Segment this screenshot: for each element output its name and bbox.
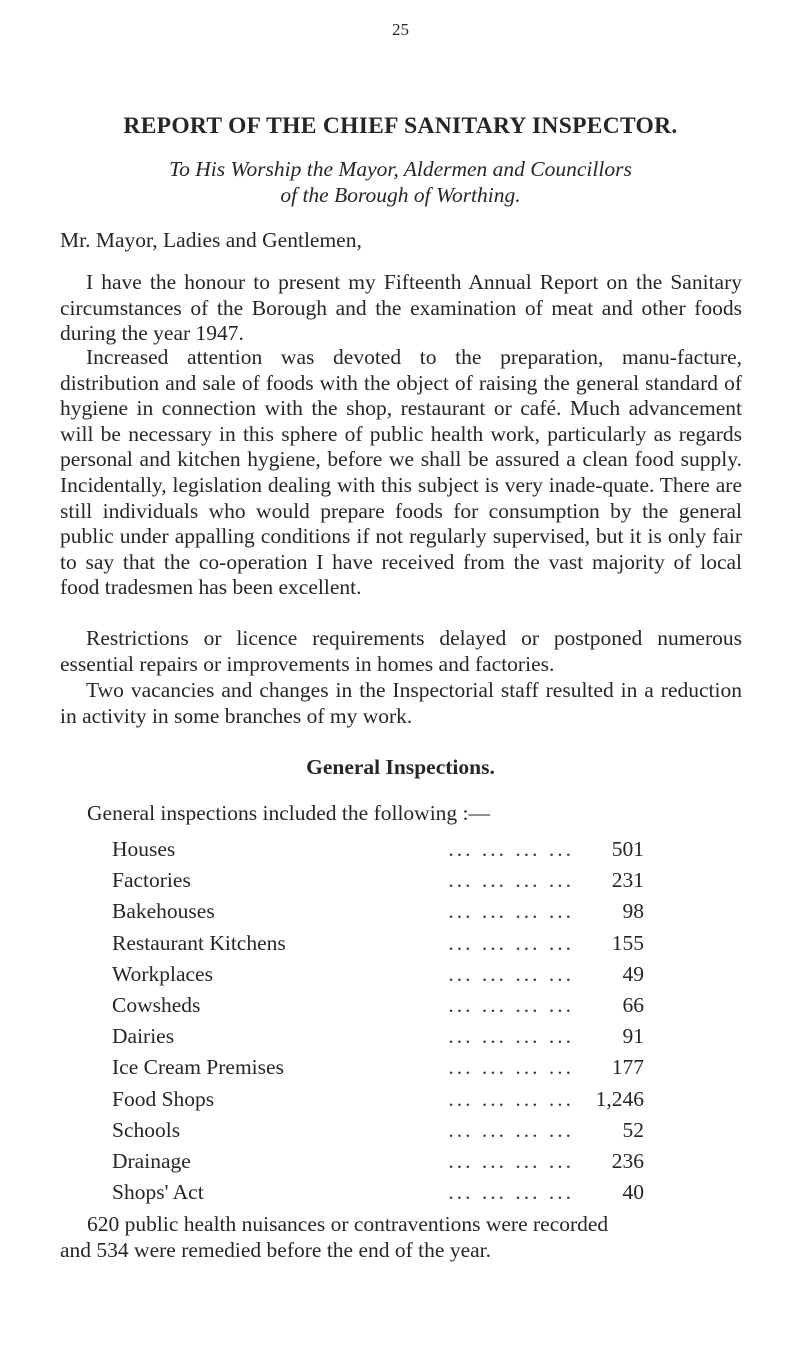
salutation: Mr. Mayor, Ladies and Gentlemen, [60,228,362,252]
row-label: Drainage [112,1146,199,1177]
dot-leader: ... ... ... ... [448,1148,574,1173]
row-label: Food Shops [112,1084,222,1115]
table-row [112,834,644,865]
table-row [112,1146,644,1177]
inspections-table [112,834,644,1208]
row-value: 91 [622,1024,644,1049]
row-label: Shops' Act [112,1177,212,1208]
table-row [112,928,644,959]
row-value: 49 [622,961,644,986]
row-label: Houses [112,834,183,865]
row-value: 177 [611,1055,644,1080]
dot-leader: ... ... ... ... [448,1086,574,1111]
row-value: 40 [622,1180,644,1205]
paragraph-annual-report: I have the honour to present my Fifteenth Annual Report on the Sanitary circumstances of the Borough and the examination of meat and other foods during the year 1947. [60,270,742,346]
row-label: Schools [112,1115,188,1146]
paragraph-nuisances [60,1212,760,1263]
nuisances-line-2: and 534 were remedied before the end of the year. [60,1237,491,1262]
address-line-1: To His Worship the Mayor, Aldermen and Councillors [169,157,632,181]
dot-leader: ... ... ... ... [448,992,574,1017]
dot-leader: ... ... ... ... [448,1117,574,1142]
dot-leader: ... ... ... ... [448,1055,574,1080]
page-number: 25 [392,20,409,39]
dot-leader: ... ... ... ... [448,868,574,893]
inspections-intro: General inspections included the following :— [87,801,491,825]
row-label: Factories [112,865,199,896]
row-label: Restaurant Kitchens [112,928,294,959]
dot-leader: ... ... ... ... [448,930,574,955]
section-heading-general-inspections: General Inspections. [306,755,495,779]
table-row [112,1052,644,1083]
dot-leader: ... ... ... ... [448,837,574,861]
table-row [112,865,644,896]
table-row [112,1115,644,1146]
row-value: 98 [622,899,644,924]
nuisances-line-1: 620 public health nuisances or contraventions were recorded [87,1212,609,1236]
dot-leader: ... ... ... ... [448,1024,574,1049]
row-label: Workplaces [112,959,221,990]
report-title: REPORT OF THE CHIEF SANITARY INSPECTOR. [123,113,678,139]
table-row [112,896,644,927]
row-value: 236 [611,1148,644,1173]
row-label: Bakehouses [112,896,223,927]
row-label: Dairies [112,1021,182,1052]
row-label: Ice Cream Premises [112,1052,292,1083]
table-row [112,1177,644,1208]
paragraph-restrictions: Restrictions or licence requirements delayed or postponed numerous essential repairs or improvements in homes and factories. [60,626,742,676]
table-row [112,1021,644,1052]
paragraph-food-hygiene: Increased attention was devoted to the preparation, manu-facture, distribution and sale of foods with the object of raising the general standard of hygiene in connection with the shop, restaurant or café. Much advancement will be necessary in this sphere of public health work, particularly as regards personal and kitchen hygiene, before we shall be assured a clean food supply. Incidentally, legislation dealing with this subject is very inade-quate. There are still individuals who would prepare foods for consumption by the general public under appalling conditions if not regularly supervised, but it is only fair to say that the co-operation I have received from the vast majority of local food tradesmen has been excellent. [60,345,742,600]
table-row [112,959,644,990]
paragraph-vacancies: Two vacancies and changes in the Inspectorial staff resulted in a reduction in activity in some branches of my work. [60,678,742,728]
table-row [112,1084,644,1115]
row-label: Cowsheds [112,990,208,1021]
table-row [112,990,644,1021]
row-value: 231 [611,868,644,893]
dot-leader: ... ... ... ... [448,961,574,986]
dot-leader: ... ... ... ... [448,1180,574,1205]
row-value: 52 [622,1117,644,1142]
row-value: 66 [622,992,644,1017]
row-value: 155 [611,930,644,955]
address-line-2: of the Borough of Worthing. [280,183,521,207]
row-value: 501 [611,837,644,861]
dot-leader: ... ... ... ... [448,899,574,924]
row-value: 1,246 [595,1086,644,1111]
